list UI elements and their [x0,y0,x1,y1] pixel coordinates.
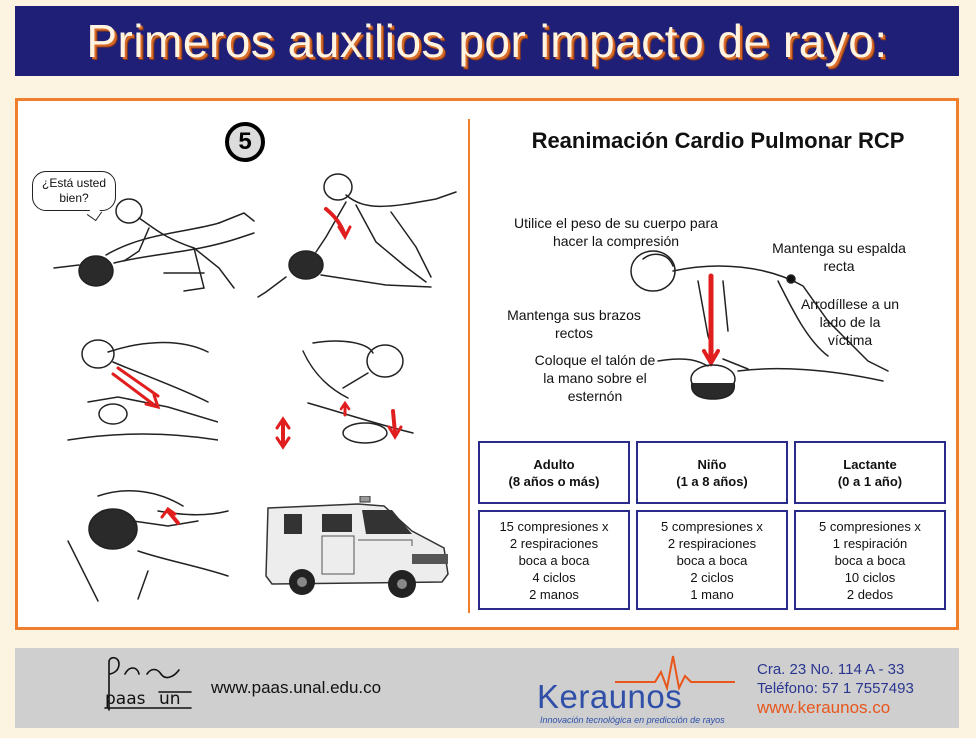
group-range: (8 años o más) [508,473,600,489]
table-header-adulto [478,441,630,504]
paas-url-link[interactable]: www.paas.unal.edu.co [211,678,382,697]
cell-line: boca a boca [676,553,748,568]
illustration-head-tilt [256,167,461,302]
illustration-airway-check [58,332,218,447]
speech-bubble: ¿Está usted bien? [32,171,116,211]
cell-line: 5 compresiones x [819,519,921,534]
group-name: Lactante [843,456,897,472]
table-header-lactante [794,441,946,504]
group-range: (0 a 1 año) [837,473,903,489]
label-talon: Coloque el talón de la mano sobre el esternón [534,352,656,404]
cell-line: boca a boca [518,553,590,568]
cell-line: 1 respiración [832,536,908,551]
table-cell-adulto [478,510,630,610]
svg-text:paas: paas [105,689,146,709]
cell-line: boca a boca [834,553,906,568]
cell-line: 15 compresiones x [499,519,609,534]
keraunos-name: Keraunos [537,678,683,715]
illustration-check-response [44,193,259,293]
table-cell-nino [636,510,788,610]
label-espalda: Mantenga su espalda recta [772,240,906,274]
page-title: Primeros auxilios por impacto de rayo: [86,15,888,67]
footer [15,648,959,728]
label-peso: Utilice el peso de su cuerpo para hacer la compresión [514,215,718,249]
contact-block [757,660,914,717]
cell-line: 2 respiraciones [509,536,599,551]
label-brazos: Mantenga sus brazos rectos [507,307,641,341]
cell-line: 5 compresiones x [661,519,763,534]
svg-text:un: un [159,689,181,709]
cell-line: 4 ciclos [532,570,576,585]
cell-line: 10 ciclos [844,570,896,585]
cell-line: 2 manos [529,587,579,602]
cell-line: 2 ciclos [690,570,734,585]
content-panel [15,98,959,630]
phone: Teléfono: 57 1 7557493 [757,680,914,697]
panel-divider [468,119,470,613]
cell-line: 1 mano [690,587,734,602]
paas-logo [103,654,195,720]
illustration-pulse-check [58,481,233,606]
cell-line: 2 respiraciones [667,536,757,551]
group-name: Adulto [533,456,575,472]
ambulance-icon [262,496,452,604]
keraunos-tagline: Innovación tecnológica en predicción de rayos [540,715,725,725]
illustration-rescue-breath [273,333,423,453]
title-bar [15,6,959,76]
table-cell-lactante [794,510,946,610]
group-range: (1 a 8 años) [676,473,748,489]
table-header-nino [636,441,788,504]
address: Cra. 23 No. 114 A - 33 [757,661,905,678]
cell-line: 2 dedos [846,587,894,602]
rcp-title: Reanimación Cardio Pulmonar RCP [531,128,905,153]
step-number-badge: 5 [225,122,265,162]
group-name: Niño [697,456,727,472]
keraunos-web-link[interactable]: www.keraunos.co [757,698,891,717]
label-arrodillese: Arrodíllese a un lado de la víctima [800,296,900,348]
